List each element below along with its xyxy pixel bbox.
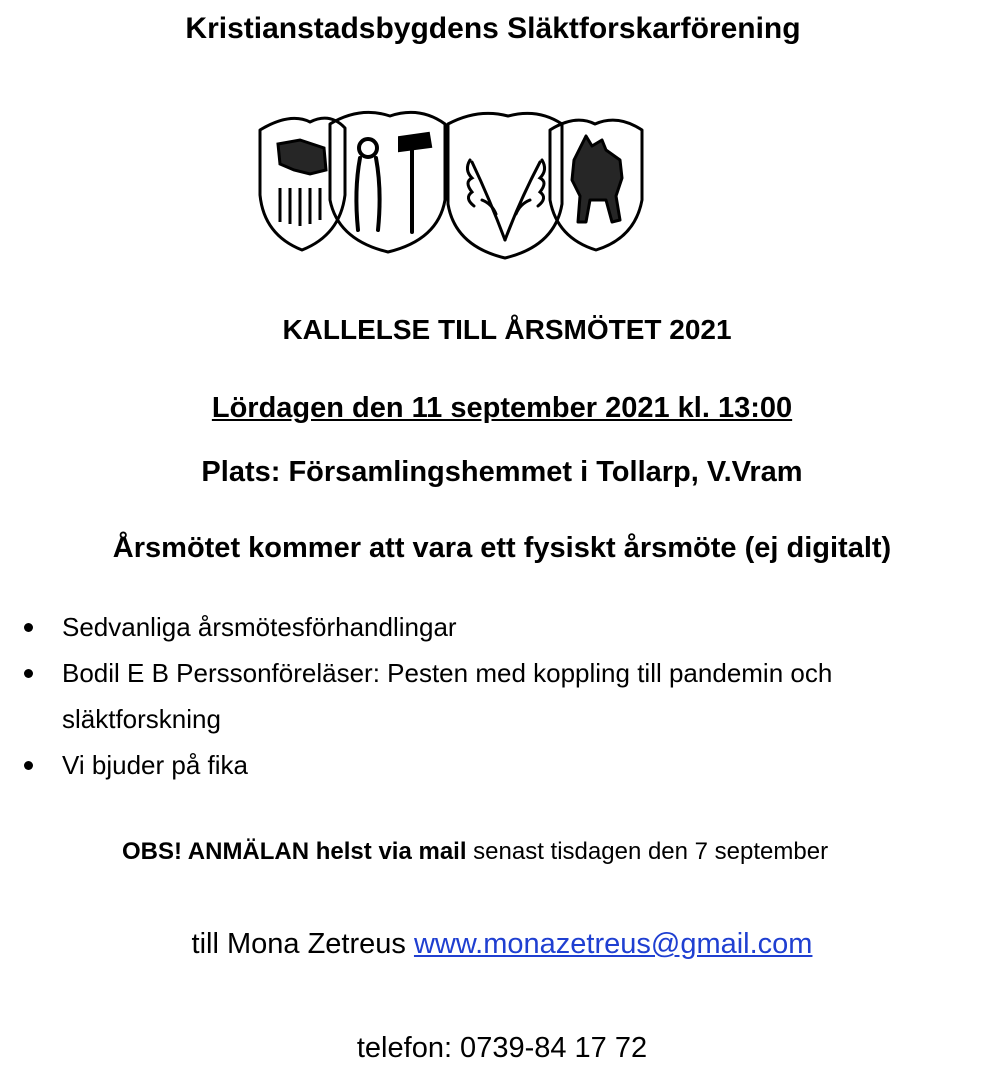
meeting-place: Plats: Församlingshemmet i Tollarp, V.Vram bbox=[201, 456, 803, 488]
contact-phone: telefon: 0739-84 17 72 bbox=[356, 1032, 648, 1064]
bullet-icon bbox=[24, 669, 33, 678]
contact-prefix: till Mona Zetreus bbox=[191, 928, 414, 960]
list-item bbox=[0, 742, 986, 788]
contact-line bbox=[0, 928, 986, 961]
agenda-item-text: Sedvanliga årsmötesförhandlingar bbox=[62, 612, 457, 642]
list-item bbox=[0, 650, 986, 742]
registration-notice-bold: OBS! ANMÄLAN helst via mail bbox=[122, 838, 467, 865]
list-item bbox=[0, 604, 986, 650]
four-shields-coat-of-arms-icon bbox=[250, 100, 650, 260]
organization-title: Kristianstadsbygdens Släktforskarförening bbox=[185, 12, 801, 45]
bullet-icon bbox=[24, 761, 33, 770]
meeting-format-note: Årsmötet kommer att vara ett fysiskt årsmöte (ej digitalt) bbox=[112, 532, 892, 564]
registration-notice-deadline: senast tisdagen den 7 september bbox=[466, 838, 829, 865]
agenda-item-text: Vi bjuder på fika bbox=[62, 750, 248, 780]
agenda-list bbox=[0, 604, 986, 788]
contact-email-link[interactable]: www.monazetreus@gmail.com bbox=[413, 928, 813, 960]
meeting-date-time: Lördagen den 11 september 2021 kl. 13:00 bbox=[211, 392, 793, 424]
registration-notice bbox=[122, 838, 828, 866]
bullet-icon bbox=[24, 623, 33, 632]
meeting-title: KALLELSE TILL ÅRSMÖTET 2021 bbox=[282, 314, 732, 345]
agenda-item-text: Bodil E B Perssonföreläser: Pesten med koppling till pandemin och släktforskning bbox=[62, 658, 833, 734]
